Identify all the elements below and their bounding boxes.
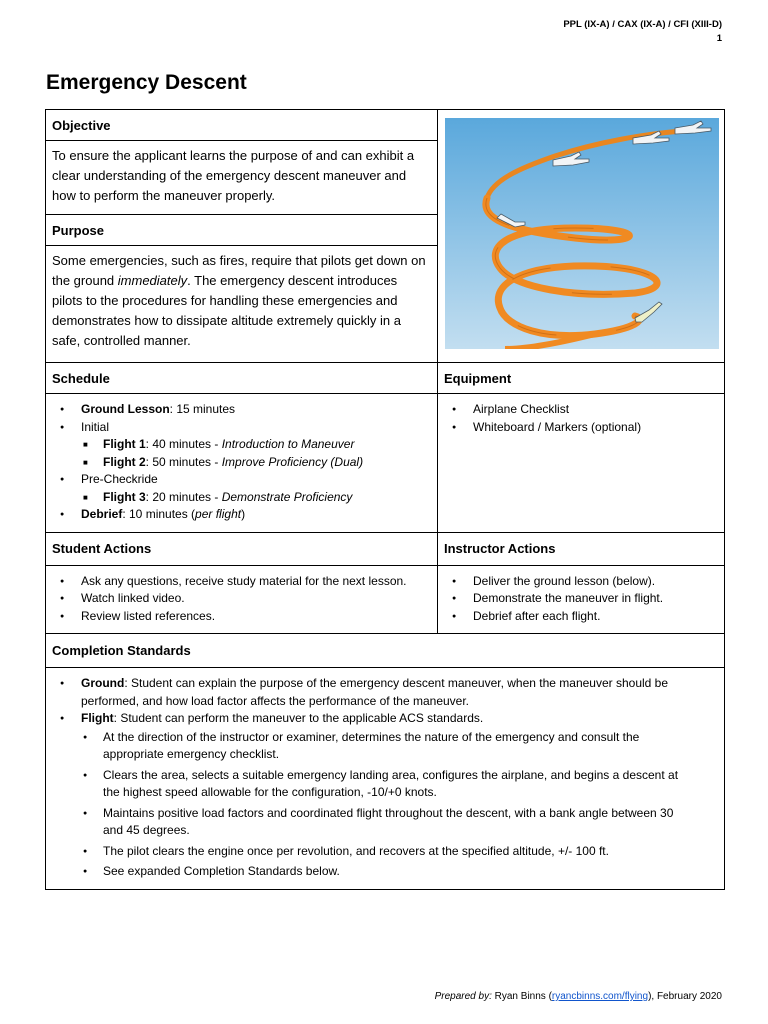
- schedule-heading: Schedule: [46, 363, 438, 394]
- list-item: ● Debrief: 10 minutes (per flight): [52, 506, 431, 524]
- details-table: [45, 362, 725, 890]
- course-codes: PPL (IX-A) / CAX (IX-A) / CFI (XIII-D): [563, 19, 722, 30]
- list-item: ● Whiteboard / Markers (optional): [444, 419, 718, 437]
- list-item: ● Ground: Student can explain the purpose of the emergency descent maneuver, when the maneuver should be performed, and how load factor affects the performance of the maneuver.: [52, 675, 694, 710]
- page-header: [563, 18, 722, 46]
- list-item: ● Debrief after each flight.: [444, 608, 718, 626]
- list-item: ● Airplane Checklist: [444, 401, 718, 419]
- objective-heading: Objective: [46, 110, 438, 141]
- schedule-list-cell: [46, 394, 438, 533]
- schedule-list: [52, 401, 431, 524]
- student-actions-list: [52, 573, 431, 626]
- completion-standards-heading: Completion Standards: [46, 634, 725, 668]
- list-item: ● Ground Lesson: 15 minutes: [52, 401, 431, 419]
- objective-text: To ensure the applicant learns the purpose of and can exhibit a clear understanding of the emergency descent maneuver and how to perform the maneuver properly.: [46, 141, 438, 215]
- list-item: ● Deliver the ground lesson (below).: [444, 573, 718, 591]
- page-number: 1: [716, 33, 722, 44]
- list-item: ● See expanded Completion Standards below.: [52, 863, 694, 881]
- instructor-actions-list: [444, 573, 718, 626]
- list-item: ■ Flight 3: 20 minutes - Demonstrate Proficiency: [52, 489, 431, 507]
- list-item: ● The pilot clears the engine once per revolution, and recovers at the specified altitude, +/- 100 ft.: [52, 843, 694, 861]
- list-item: ● Watch linked video.: [52, 590, 431, 608]
- completion-standards-cell: [46, 668, 725, 890]
- instructor-actions-cell: [438, 565, 725, 634]
- student-actions-heading: Student Actions: [46, 532, 438, 565]
- list-item: ● At the direction of the instructor or examiner, determines the nature of the emergency and consult the appropriate emergency checklist.: [52, 729, 694, 764]
- prepared-by-label: Prepared by:: [434, 991, 492, 1002]
- overview-table: [45, 109, 725, 363]
- equipment-list: [444, 401, 718, 436]
- purpose-emphasis: immediately: [117, 273, 188, 288]
- instructor-actions-heading: Instructor Actions: [438, 532, 725, 565]
- list-item: ● Demonstrate the maneuver in flight.: [444, 590, 718, 608]
- list-item: ● Initial: [52, 419, 431, 437]
- equipment-list-cell: [438, 394, 725, 533]
- completion-standards-list: [52, 675, 694, 881]
- list-item: ● Ask any questions, receive study material for the next lesson.: [52, 573, 431, 591]
- list-item: ● Flight: Student can perform the maneuver to the applicable ACS standards.: [52, 710, 694, 728]
- author-website-link[interactable]: ryancbinns.com/flying: [551, 991, 649, 1002]
- student-actions-cell: [46, 565, 438, 634]
- list-item: ● Clears the area, selects a suitable emergency landing area, configures the airplane, and begins a descent at the highest speed allowable for the configuration, -10/+0 knots.: [52, 767, 694, 802]
- page-footer: Prepared by: Ryan Binns (ryancbinns.com/flying), February 2020: [434, 991, 722, 1002]
- list-item: ● Review listed references.: [52, 608, 431, 626]
- emergency-descent-illustration: [445, 118, 719, 349]
- list-item: ■ Flight 2: 50 minutes - Improve Proficiency (Dual): [52, 454, 431, 472]
- list-item: ● Pre-Checkride: [52, 471, 431, 489]
- maneuver-illustration-cell: [438, 110, 725, 363]
- list-item: ■ Flight 1: 40 minutes - Introduction to Maneuver: [52, 436, 431, 454]
- page-title: Emergency Descent: [46, 71, 247, 94]
- list-item: ● Maintains positive load factors and coordinated flight throughout the descent, with a bank angle between 30 and 45 degrees.: [52, 805, 694, 840]
- equipment-heading: Equipment: [438, 363, 725, 394]
- purpose-text: Some emergencies, such as fires, require that pilots get down on the ground immediately. The emergency descent introduces pilots to the procedures for handling these emergencies and demonstrates how to dissipate altitude extremely quickly in a safe, controlled manner.: [46, 246, 438, 363]
- purpose-heading: Purpose: [46, 215, 438, 246]
